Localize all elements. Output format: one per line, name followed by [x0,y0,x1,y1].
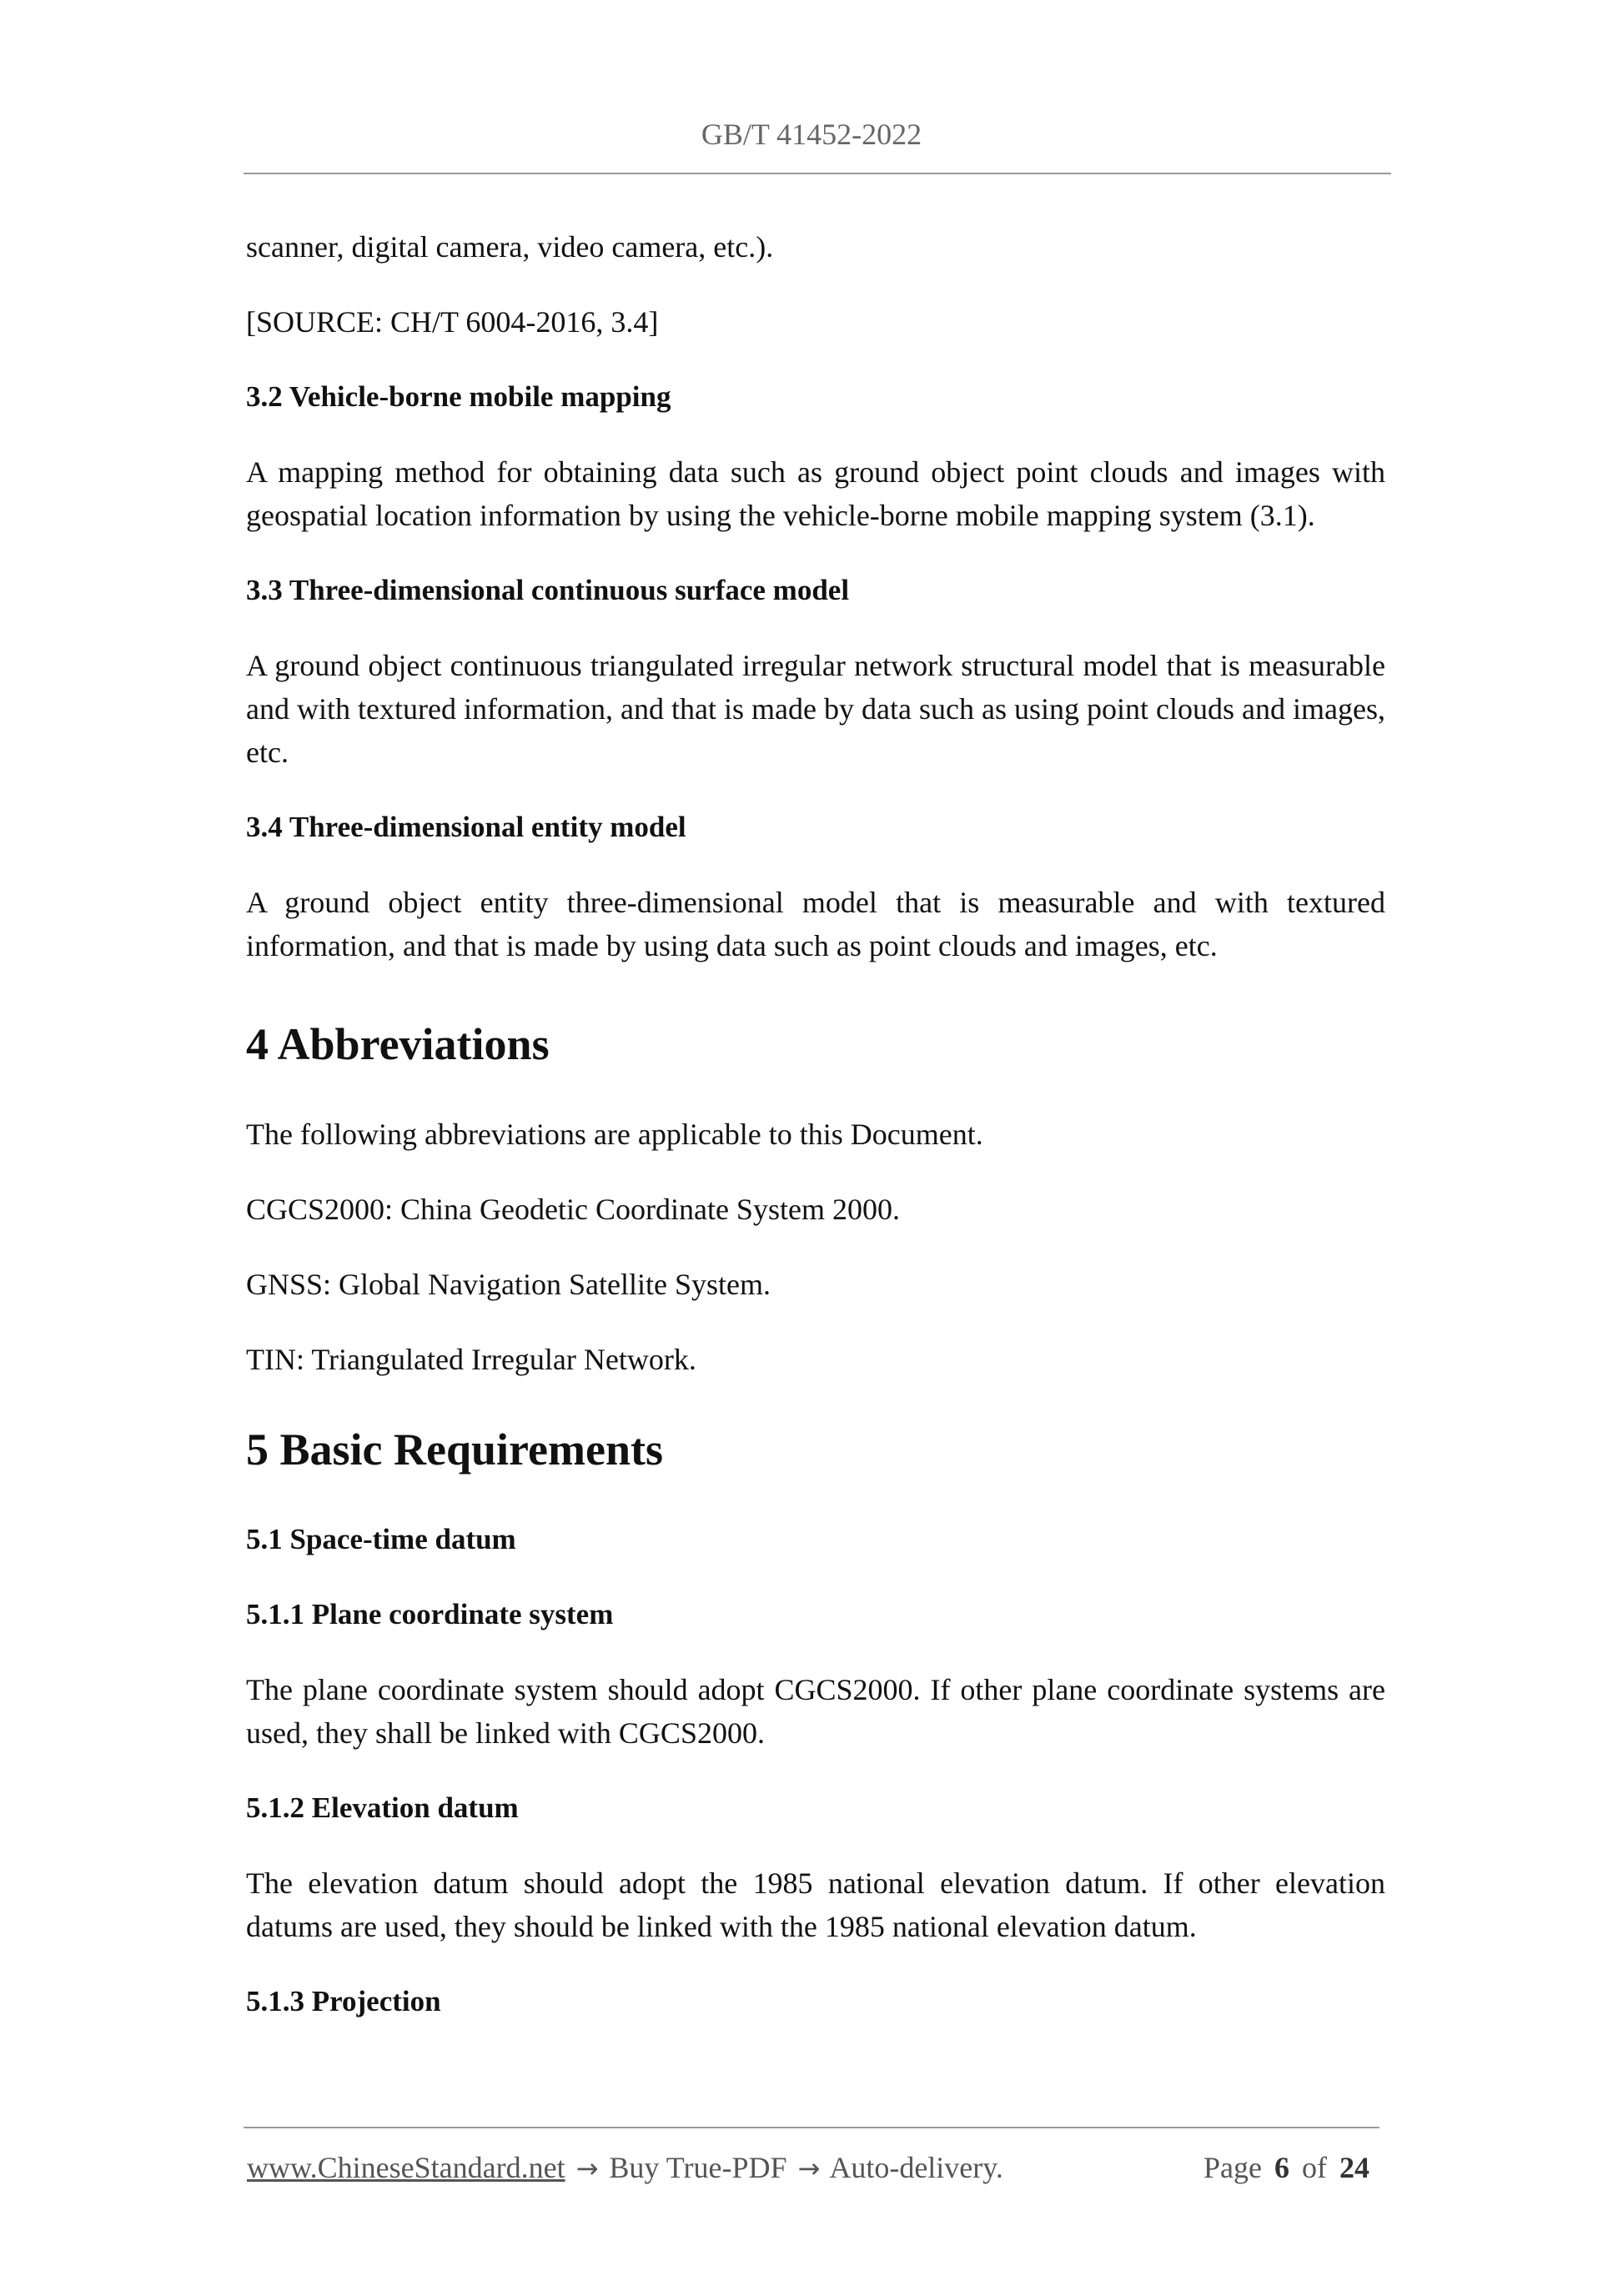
page-footer [247,2150,1374,2185]
section-text-5-1-1: The plane coordinate system should adopt CGCS2000. If other plane coordinate systems are used, they shall be linked with CGCS2000. [246,1673,1385,1750]
page-content [246,225,1385,2023]
section-heading-5-1-2: 5.1.2 Elevation datum [246,1791,519,1824]
arrow-right-icon: → [797,2153,821,2184]
page-current: 6 [1274,2151,1289,2184]
page-of-label: of [1302,2151,1327,2184]
footer-divider [244,2127,1379,2128]
section-text-3-2: A mapping method for obtaining data such as ground object point clouds and images with geospatial location information by using the vehicle-borne mobile mapping system (3.1). [246,455,1385,532]
footer-site-link[interactable]: www.ChineseStandard.net [247,2151,565,2184]
abbreviation-item-cgcs2000: CGCS2000: China Geodetic Coordinate System 2000. [246,1193,900,1226]
page-label: Page [1203,2151,1262,2184]
section-heading-3-2: 3.2 Vehicle-borne mobile mapping [246,380,671,413]
section-heading-5-1: 5.1 Space-time datum [246,1523,516,1555]
arrow-right-icon: → [575,2153,599,2184]
header-divider [244,173,1391,174]
abbreviations-intro: The following abbreviations are applicable to this Document. [246,1118,983,1151]
section-text-5-1-2: The elevation datum should adopt the 1985 national elevation datum. If other elevation datums are used, they should be linked with the 1985 national elevation datum. [246,1866,1385,1943]
source-note: [SOURCE: CH/T 6004-2016, 3.4] [246,305,659,339]
footer-buy-text: Buy True-PDF [609,2151,787,2184]
section-heading-5-1-1: 5.1.1 Plane coordinate system [246,1598,614,1630]
section-heading-3-3: 3.3 Three-dimensional continuous surface model [246,574,850,606]
chapter-heading-abbreviations: 4 Abbreviations [246,1019,550,1069]
chapter-heading-basic-requirements: 5 Basic Requirements [246,1424,663,1475]
continued-paragraph: scanner, digital camera, video camera, etc.). [246,230,774,264]
footer-promo [247,2150,1003,2185]
page-total: 24 [1339,2151,1369,2184]
abbreviation-item-tin: TIN: Triangulated Irregular Network. [246,1343,696,1376]
page-header: GB/T 41452-2022 [701,118,922,151]
section-heading-3-4: 3.4 Three-dimensional entity model [246,811,686,843]
section-text-3-3: A ground object continuous triangulated irregular network structural model that is measurable and with textured information, and that is made by data such as using point clouds and images, etc. [246,649,1385,769]
abbreviation-item-gnss: GNSS: Global Navigation Satellite System. [246,1268,771,1301]
page-indicator [1203,2150,1374,2185]
section-heading-5-1-3: 5.1.3 Projection [246,1985,441,2017]
footer-delivery-text: Auto-delivery. [829,2151,1003,2184]
section-text-3-4: A ground object entity three-dimensional model that is measurable and with textured information, and that is made by using data such as point clouds and images, etc. [246,886,1385,962]
